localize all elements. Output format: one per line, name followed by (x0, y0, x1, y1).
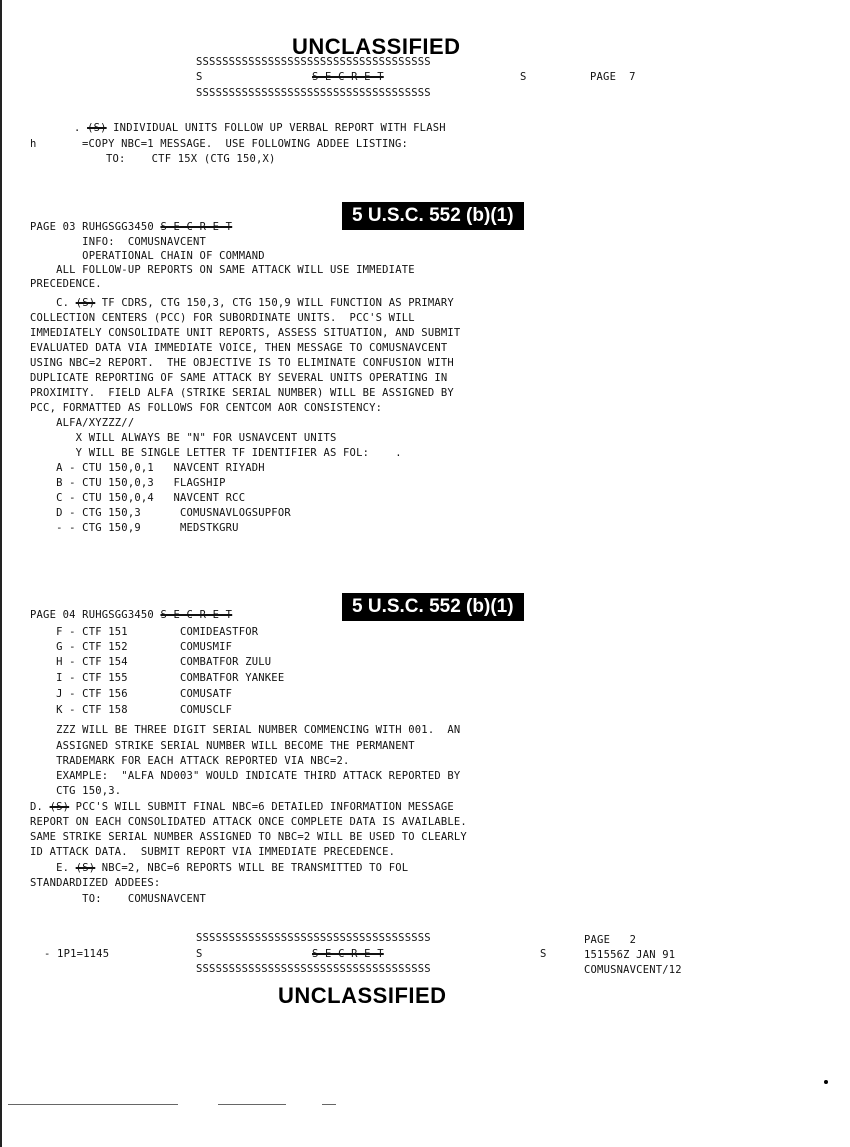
para-c-line: A - CTU 150,0,1 NAVCENT RIYADH (30, 462, 265, 474)
para-d-text: PCC'S WILL SUBMIT FINAL NBC=6 DETAILED INFORMATION MESSAGE (69, 801, 454, 813)
classification-banner-top: UNCLASSIFIED (292, 34, 461, 59)
header-secret-marking: S E C R E T (312, 71, 384, 83)
page04-header (30, 610, 232, 621)
block1-line1 (74, 123, 446, 134)
para-c-line: C - CTU 150,0,4 NAVCENT RCC (30, 492, 246, 504)
para-d-line: ID ATTACK DATA. SUBMIT REPORT VIA IMMEDIATE PRECEDENCE. (30, 846, 396, 858)
page04-header-text: PAGE 04 RUHGSGG3450 (30, 609, 154, 621)
page03-para-c-first (30, 298, 454, 309)
page04-para-d-first (30, 802, 454, 813)
header-s-left: S (196, 71, 203, 83)
para-c-line: X WILL ALWAYS BE "N" FOR USNAVCENT UNITS (30, 432, 337, 444)
para-c-line: DUPLICATE REPORTING OF SAME ATTACK BY SEVERAL UNITS OPERATING IN (30, 372, 448, 384)
header-s-right: S (520, 71, 527, 83)
page04-line: CTG 150,3. (30, 785, 122, 797)
page04-line: F - CTF 151 COMIDEASTFOR (30, 626, 259, 638)
scan-artifact-line (218, 1104, 286, 1105)
footer-s-right: S (540, 948, 547, 960)
para-c-text: TF CDRS, CTG 150,3, CTG 150,9 WILL FUNCTION AS PRIMARY (95, 297, 454, 309)
para-c-line: ALFA/XYZZZ// (30, 417, 135, 429)
para-d-line: REPORT ON EACH CONSOLIDATED ATTACK ONCE COMPLETE DATA IS AVAILABLE. (30, 816, 467, 828)
header-page-label: PAGE 7 (590, 71, 636, 83)
page04-line: ZZZ WILL BE THREE DIGIT SERIAL NUMBER COMMENCING WITH 001. AN (30, 724, 461, 736)
para-c-line: PROXIMITY. FIELD ALFA (STRIKE SERIAL NUMBER) WILL BE ASSIGNED BY (30, 387, 454, 399)
block1-line2: =COPY NBC=1 MESSAGE. USE FOLLOWING ADDEE LISTING: (82, 138, 409, 150)
para-d-line: SAME STRIKE SERIAL NUMBER ASSIGNED TO NBC=2 WILL BE USED TO CLEARLY (30, 831, 467, 843)
page03-line: ALL FOLLOW-UP REPORTS ON SAME ATTACK WILL USE IMMEDIATE (30, 264, 415, 277)
para-c-line: COLLECTION CENTERS (PCC) FOR SUBORDINATE UNITS. PCC'S WILL (30, 312, 415, 324)
page03-header-marking: S E C R E T (160, 221, 233, 233)
footer-originator: COMUSNAVCENT/12 (584, 964, 682, 976)
page04-line: EXAMPLE: "ALFA ND003" WOULD INDICATE THIRD ATTACK REPORTED BY (30, 770, 461, 782)
para-c-line: D - CTG 150,3 COMUSNAVLOGSUPFOR (30, 507, 291, 519)
para-e-label: E. (30, 862, 70, 874)
classification-banner-bottom: UNCLASSIFIED (278, 983, 447, 1008)
para-e-marking: (S) (75, 862, 96, 874)
page03-header-text: PAGE 03 RUHGSGG3450 (30, 221, 154, 233)
para-c-line: - - CTG 150,9 MEDSTKGRU (30, 522, 239, 534)
para-c-line: PCC, FORMATTED AS FOLLOWS FOR CENTCOM AOR CONSISTENCY: (30, 402, 383, 414)
scan-artifact-line (322, 1104, 336, 1105)
page03-line: PRECEDENCE. (30, 278, 102, 291)
redaction-box-page03: 5 U.S.C. 552 (b)(1) (342, 202, 524, 230)
page04-line: K - CTF 158 COMUSCLF (30, 704, 233, 716)
para-c-line: IMMEDIATELY CONSOLIDATE UNIT REPORTS, ASSESS SITUATION, AND SUBMIT (30, 327, 461, 339)
block1-marking: (S) (87, 122, 107, 134)
page-edge-line (0, 0, 2, 1147)
para-c-marking: (S) (75, 297, 96, 309)
footer-page-label: PAGE 2 (584, 934, 637, 946)
footer-s-border-bottom: SSSSSSSSSSSSSSSSSSSSSSSSSSSSSSSSSSSS (196, 963, 431, 975)
scan-artifact-dot (824, 1080, 828, 1084)
redaction-box-page04: 5 U.S.C. 552 (b)(1) (342, 593, 524, 621)
footer-secret-marking: S E C R E T (312, 948, 384, 960)
page04-header-marking: S E C R E T (160, 609, 233, 621)
footer-s-border-top: SSSSSSSSSSSSSSSSSSSSSSSSSSSSSSSSSSSS (196, 932, 431, 944)
page03-line: OPERATIONAL CHAIN OF COMMAND (30, 250, 265, 263)
page04-line: TRADEMARK FOR EACH ATTACK REPORTED VIA NBC=2. (30, 755, 350, 767)
block1-text: INDIVIDUAL UNITS FOLLOW UP VERBAL REPORT WITH FLASH (106, 122, 446, 134)
page04-para-e-first (30, 863, 408, 874)
block1-line3: TO: CTF 15X (CTG 150,X) (106, 153, 276, 165)
para-c-label: C. (30, 297, 70, 309)
header-s-border-bottom: SSSSSSSSSSSSSSSSSSSSSSSSSSSSSSSSSSSS (196, 87, 431, 99)
page04-line: J - CTF 156 COMUSATF (30, 688, 233, 700)
page04-line: ASSIGNED STRIKE SERIAL NUMBER WILL BECOME THE PERMANENT (30, 740, 415, 752)
para-d-label: D. (30, 801, 44, 813)
header-s-border-top: SSSSSSSSSSSSSSSSSSSSSSSSSSSSSSSSSSSS (196, 56, 431, 68)
page04-line: G - CTF 152 COMUSMIF (30, 641, 233, 653)
footer-left-code: - 1P1=1145 (44, 948, 110, 960)
page03-body (30, 237, 415, 290)
para-c-line: EVALUATED DATA VIA IMMEDIATE VOICE, THEN MESSAGE TO COMUSNAVCENT (30, 342, 448, 354)
para-e-line: TO: COMUSNAVCENT (30, 893, 207, 905)
page03-line: INFO: COMUSNAVCENT (30, 236, 207, 248)
para-c-line: B - CTU 150,0,3 FLAGSHIP (30, 477, 226, 489)
block1-margin-mark: h (30, 138, 37, 150)
scan-artifact-line (8, 1104, 178, 1105)
para-c-line: Y WILL BE SINGLE LETTER TF IDENTIFIER AS FOL: . (30, 447, 402, 459)
para-e-text: NBC=2, NBC=6 REPORTS WILL BE TRANSMITTED TO FOL (95, 862, 409, 874)
footer-dtg: 151556Z JAN 91 (584, 949, 676, 961)
page04-line: H - CTF 154 COMBATFOR ZULU (30, 656, 272, 668)
block1-prefix: . (74, 122, 81, 134)
para-d-marking: (S) (49, 801, 70, 813)
page03-header (30, 222, 232, 233)
page04-line: I - CTF 155 COMBATFOR YANKEE (30, 672, 285, 684)
footer-s-left: S (196, 948, 203, 960)
para-e-line: STANDARDIZED ADDEES: (30, 877, 161, 889)
para-c-line: USING NBC=2 REPORT. THE OBJECTIVE IS TO ELIMINATE CONFUSION WITH (30, 357, 454, 369)
